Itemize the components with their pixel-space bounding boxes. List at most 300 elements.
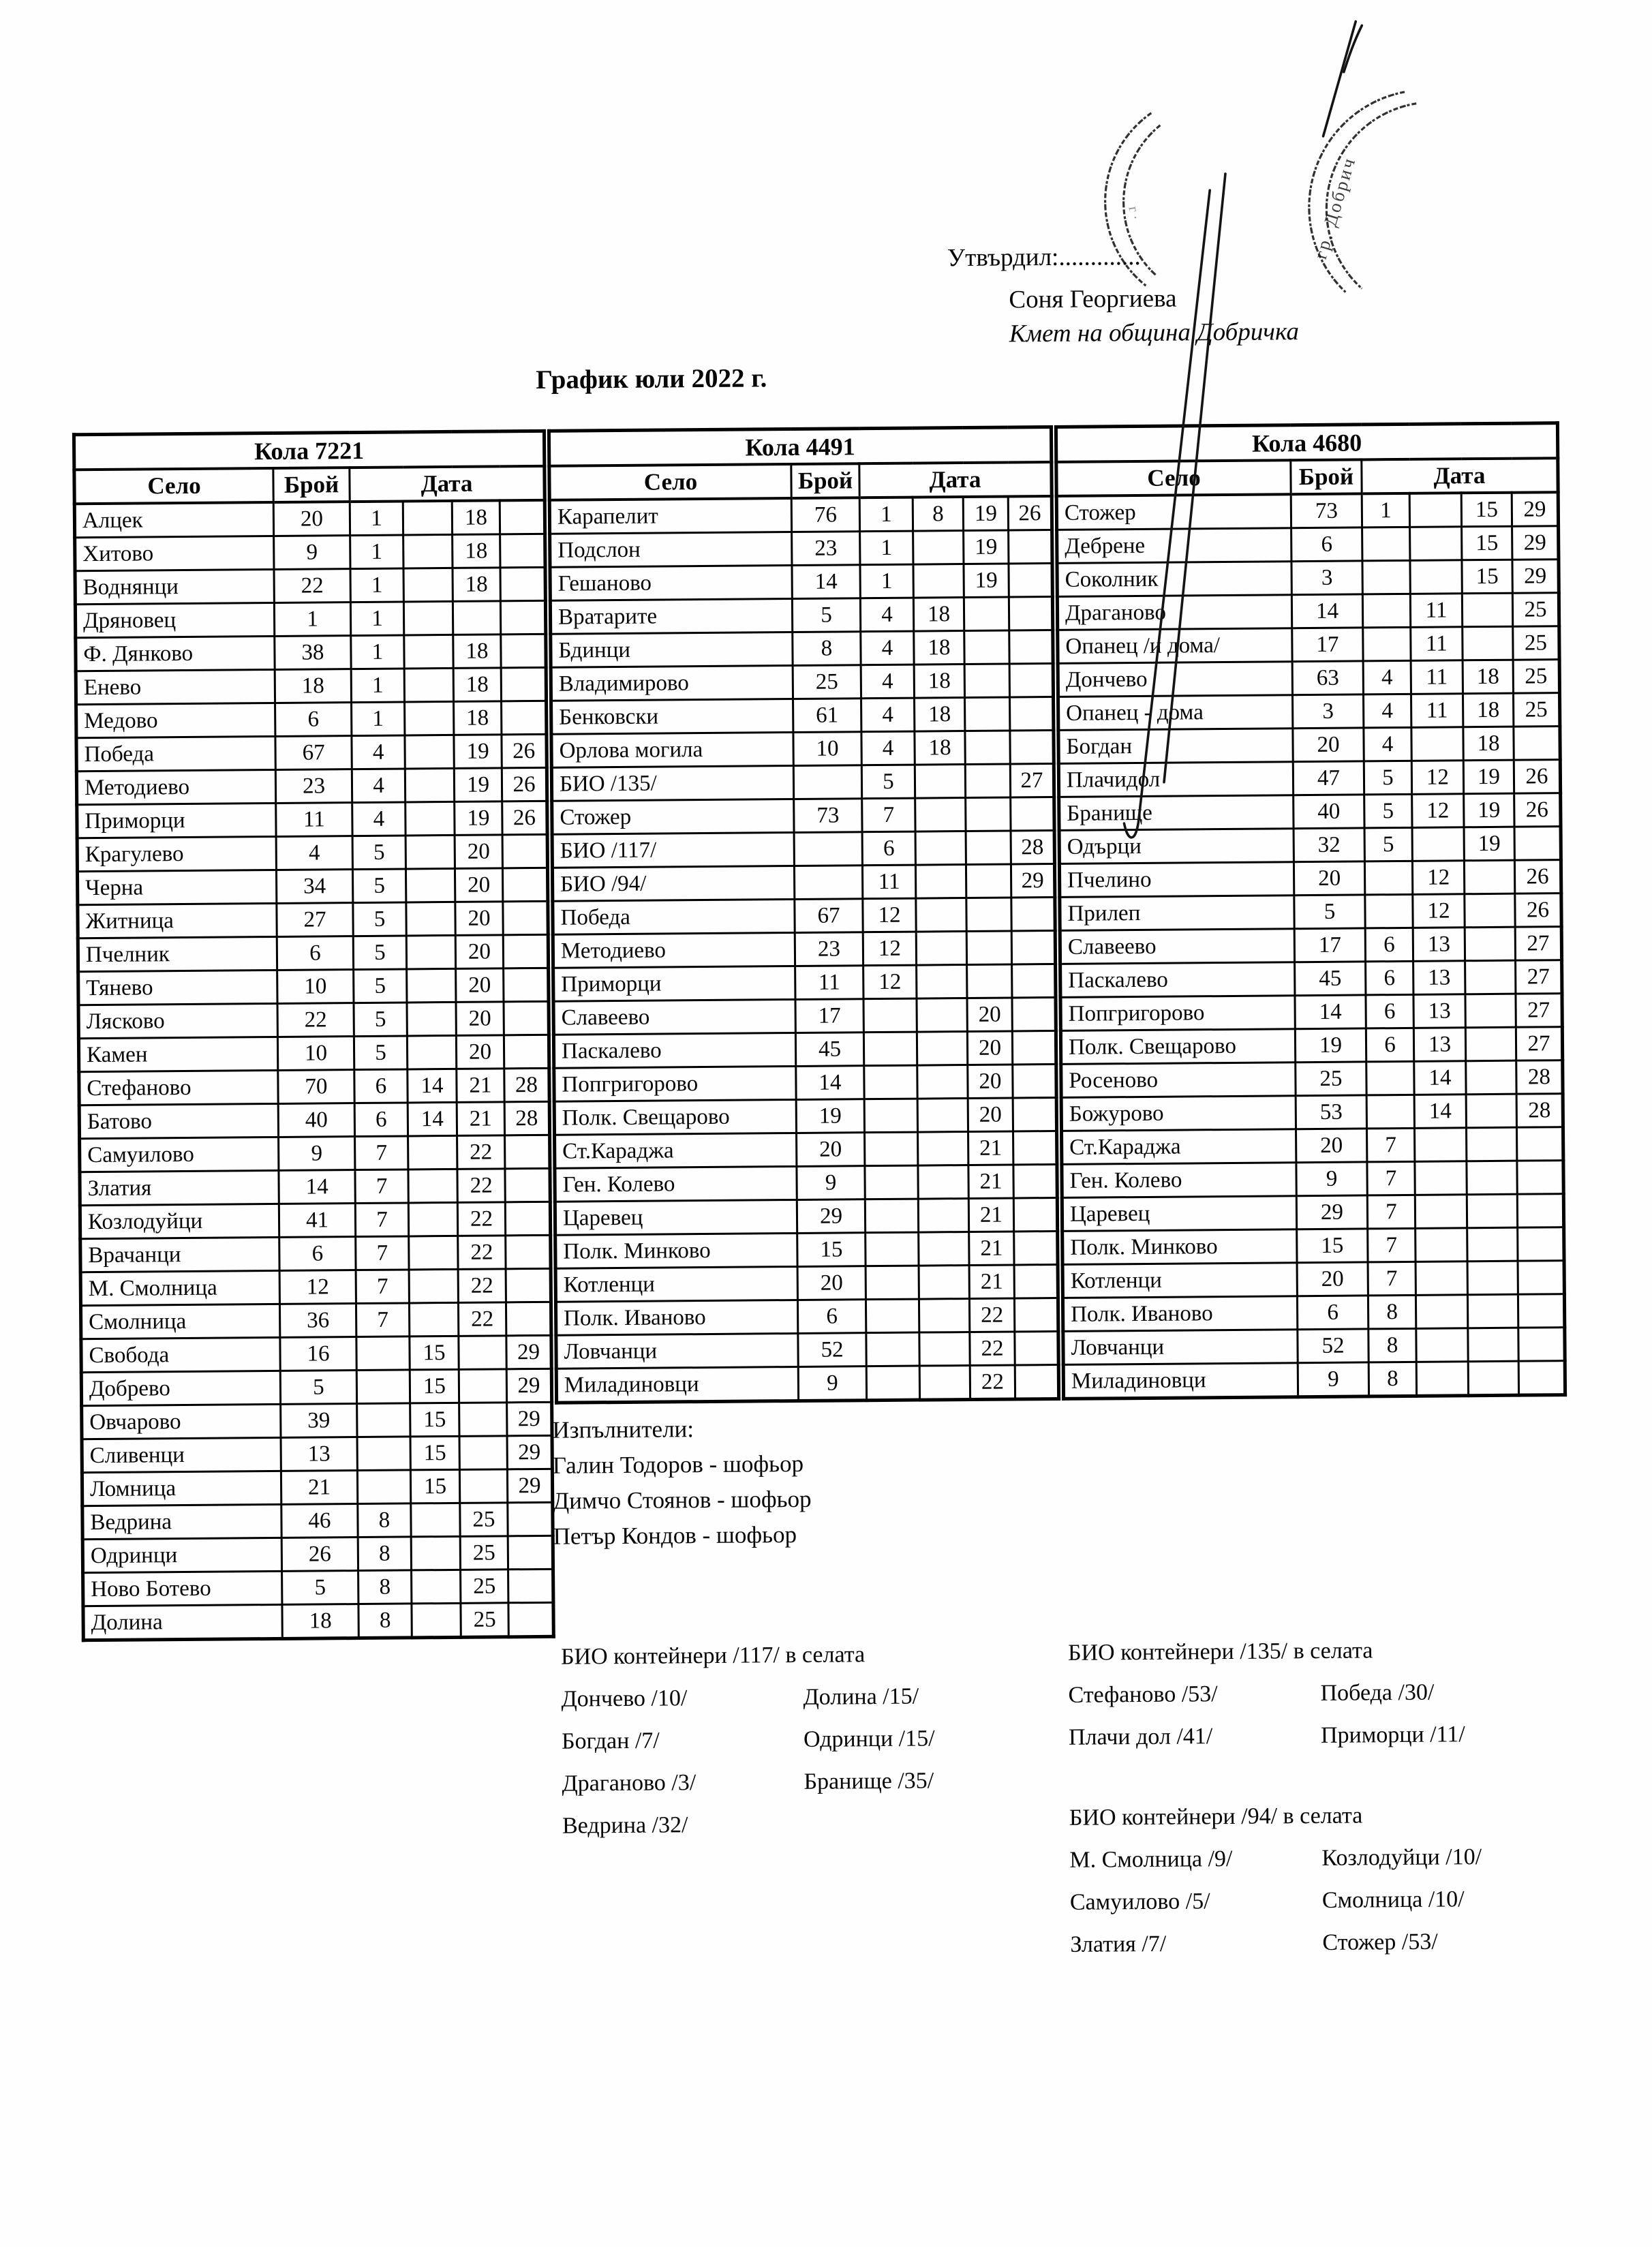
count-cell: 20	[1296, 1129, 1367, 1163]
village-cell: Славеево	[553, 999, 795, 1035]
date-cell	[915, 865, 966, 899]
date-cell	[917, 965, 967, 999]
date-cell	[500, 567, 545, 601]
table-row	[555, 1131, 1057, 1168]
village-cell: Царевец	[555, 1199, 797, 1235]
date-cell	[1463, 626, 1513, 660]
date-cell: 1	[350, 501, 403, 535]
date-cell	[916, 932, 966, 966]
date-cell	[1465, 960, 1516, 994]
date-cell	[1416, 1295, 1467, 1329]
date-cell	[1011, 897, 1055, 931]
date-cell	[1518, 1361, 1565, 1396]
executors-block	[552, 1416, 812, 1560]
date-cell	[405, 768, 454, 802]
table-row	[1057, 560, 1559, 597]
date-cell: 6	[1366, 994, 1413, 1028]
count-cell: 20	[1294, 861, 1364, 896]
village-cell: Прилеп	[1060, 896, 1294, 931]
date-cell	[866, 1232, 919, 1266]
table-row	[550, 530, 1052, 568]
date-cell	[1416, 1228, 1467, 1262]
table-row	[555, 1298, 1058, 1335]
count-cell: 6	[275, 703, 352, 737]
village-cell: Свобода	[81, 1337, 280, 1372]
date-cell	[1467, 1227, 1518, 1262]
bio-entry: М. Смолница /9/	[1069, 1846, 1233, 1873]
table-row	[80, 1135, 550, 1172]
village-cell: БИО /135/	[551, 765, 793, 801]
table-row	[76, 767, 547, 804]
count-cell: 19	[796, 1099, 864, 1133]
bio-entry: Смолница /10/	[1321, 1886, 1465, 1913]
date-cell	[502, 834, 547, 868]
village-cell: Соколник	[1057, 562, 1291, 597]
date-cell	[404, 635, 453, 669]
date-cell: 22	[969, 1298, 1014, 1332]
date-cell: 19	[454, 735, 502, 769]
date-cell	[406, 801, 455, 836]
date-cell: 19	[1464, 793, 1514, 827]
date-cell: 15	[1462, 560, 1512, 594]
date-cell	[919, 1332, 970, 1366]
table-row	[78, 901, 548, 938]
date-cell	[1416, 1328, 1468, 1362]
village-cell: Овчарово	[82, 1404, 281, 1439]
date-cell	[405, 701, 454, 735]
date-cell	[913, 531, 964, 565]
village-cell: Ведрина	[82, 1504, 281, 1539]
date-cell	[1009, 564, 1052, 598]
table-row	[1057, 526, 1559, 564]
date-cell	[503, 934, 548, 968]
village-cell: БИО /94/	[552, 866, 794, 901]
date-cell: 1	[352, 702, 405, 736]
table-row	[1058, 727, 1560, 764]
count-cell: 32	[1294, 828, 1364, 862]
date-cell: 11	[1411, 660, 1463, 694]
table-row	[554, 1097, 1056, 1135]
village-cell: Ст.Караджа	[1062, 1129, 1296, 1165]
table-row	[82, 1469, 552, 1505]
table-row	[551, 697, 1054, 735]
date-cell	[863, 1032, 917, 1066]
count-cell: 26	[281, 1538, 358, 1572]
date-cell: 13	[1413, 928, 1465, 962]
date-cell	[406, 935, 455, 969]
date-cell	[918, 1132, 968, 1166]
date-cell: 25	[1513, 693, 1559, 727]
count-cell: 29	[797, 1199, 865, 1234]
date-cell: 13	[1413, 1028, 1465, 1062]
table-title-row	[549, 427, 1051, 466]
date-cell	[1411, 727, 1463, 761]
date-cell: 5	[354, 969, 407, 1003]
date-cell: 18	[915, 698, 965, 732]
table-row	[78, 1035, 549, 1071]
date-cell	[1013, 1097, 1056, 1131]
count-cell: 38	[275, 636, 351, 670]
date-cell	[506, 1235, 551, 1269]
car-title: Кола 4491	[549, 427, 1051, 466]
bio-entry-grid	[1068, 1681, 1465, 1769]
date-cell	[501, 634, 546, 668]
date-cell	[917, 1099, 968, 1133]
date-cell: 8	[1368, 1295, 1416, 1329]
count-cell: 17	[1292, 628, 1363, 662]
table-title-row	[1056, 423, 1557, 462]
count-cell: 16	[280, 1337, 356, 1371]
table-row	[1063, 1328, 1565, 1365]
page-title: График юли 2022 г.	[536, 363, 767, 395]
date-cell: 6	[1366, 961, 1413, 995]
date-cell: 1	[351, 635, 404, 669]
village-cell: Опанец - дома	[1058, 695, 1293, 731]
date-cell	[918, 1198, 968, 1232]
village-cell: Ловчанци	[1063, 1330, 1298, 1365]
column-header-village: Село	[549, 464, 791, 500]
count-cell: 20	[797, 1266, 866, 1300]
date-cell	[1465, 927, 1515, 961]
count-cell: 23	[792, 532, 860, 566]
date-cell: 5	[353, 936, 406, 970]
date-cell	[459, 1403, 507, 1437]
count-cell: 15	[797, 1233, 866, 1267]
date-cell: 22	[457, 1135, 505, 1170]
date-cell	[1013, 1064, 1056, 1098]
date-cell	[863, 998, 917, 1033]
village-cell: Самуилово	[80, 1137, 279, 1172]
village-cell: Плачидол	[1058, 762, 1293, 797]
village-cell: Долина	[83, 1604, 282, 1640]
village-cell: Божурово	[1061, 1096, 1296, 1131]
bio-entry: Златия /7/	[1070, 1931, 1167, 1957]
column-header-count: Брой	[1291, 459, 1362, 494]
table-row	[1056, 492, 1558, 530]
executors-label: Изпълнители:	[552, 1416, 694, 1443]
date-cell: 20	[968, 1098, 1013, 1132]
date-cell	[506, 1268, 551, 1302]
table-row	[1062, 1227, 1564, 1265]
date-cell: 8	[1368, 1362, 1416, 1396]
date-cell: 5	[1364, 827, 1412, 861]
village-cell: Енево	[76, 669, 275, 704]
village-cell: Полк. Свещарово	[1060, 1029, 1295, 1065]
table-row	[555, 1164, 1057, 1202]
date-cell	[1467, 1261, 1518, 1295]
count-cell: 19	[1295, 1028, 1366, 1063]
date-cell: 18	[914, 664, 964, 699]
count-cell: 14	[796, 1066, 864, 1100]
date-cell: 7	[1368, 1262, 1416, 1296]
village-cell: Полк. Свещарово	[554, 1099, 796, 1135]
table-row	[553, 930, 1055, 968]
date-cell	[357, 1403, 410, 1437]
table-row	[1059, 793, 1561, 831]
date-cell: 29	[506, 1369, 551, 1403]
village-cell: Ген. Колево	[555, 1166, 797, 1202]
table-row	[79, 1068, 549, 1105]
table-row	[551, 730, 1054, 767]
date-cell	[919, 1365, 970, 1400]
date-cell: 21	[457, 1102, 504, 1136]
village-cell: Полк. Иваново	[555, 1300, 797, 1335]
date-cell: 19	[964, 564, 1009, 598]
date-cell: 29	[507, 1469, 552, 1503]
village-cell: Полк. Иваново	[1062, 1296, 1297, 1332]
table-row	[76, 734, 547, 771]
date-cell	[406, 868, 455, 902]
count-cell: 11	[276, 803, 352, 837]
count-cell: 12	[279, 1270, 356, 1304]
date-cell	[453, 601, 500, 635]
date-cell	[459, 1436, 507, 1470]
date-cell	[1518, 1261, 1564, 1295]
date-cell	[918, 1165, 968, 1199]
bio-entry: Приморци /11/	[1320, 1722, 1465, 1748]
date-cell: 28	[1516, 1060, 1563, 1095]
count-cell: 22	[274, 569, 350, 603]
count-cell: 1	[274, 602, 350, 637]
date-cell	[405, 735, 454, 769]
village-cell: Дебрене	[1057, 528, 1291, 564]
date-cell: 1	[859, 498, 913, 532]
village-cell: Ст.Караджа	[555, 1133, 797, 1168]
date-cell	[967, 964, 1012, 998]
village-cell: Одринци	[82, 1538, 281, 1572]
village-cell: Богдан	[1058, 729, 1293, 764]
date-cell	[1518, 1227, 1564, 1262]
date-cell	[1467, 1294, 1518, 1328]
date-cell	[866, 1266, 919, 1300]
bio-entry: Самуилово /5/	[1069, 1889, 1210, 1915]
date-cell	[1467, 1161, 1517, 1195]
date-cell: 4	[1363, 660, 1411, 694]
table-row	[1058, 660, 1559, 697]
date-cell	[409, 1302, 458, 1336]
date-cell: 4	[1364, 727, 1411, 761]
village-cell: Попгригорово	[1060, 996, 1295, 1031]
table-row	[549, 496, 1052, 534]
date-cell: 4	[860, 598, 913, 632]
date-cell: 7	[356, 1303, 409, 1337]
date-cell: 6	[1366, 1028, 1413, 1062]
village-cell: Добрево	[81, 1371, 280, 1405]
count-cell: 17	[1294, 928, 1365, 962]
date-cell	[1015, 1331, 1058, 1365]
date-cell	[408, 1135, 457, 1170]
date-cell	[356, 1336, 410, 1371]
village-cell: Пчелино	[1059, 862, 1294, 898]
village-cell: Житница	[78, 903, 277, 938]
date-cell: 27	[1515, 927, 1561, 961]
date-cell	[508, 1569, 553, 1603]
date-cell: 14	[1414, 1095, 1466, 1129]
table-row	[82, 1535, 553, 1572]
date-cell: 7	[356, 1236, 409, 1270]
village-cell: Карапелит	[549, 498, 791, 534]
date-cell: 20	[456, 1002, 504, 1036]
date-cell	[408, 1202, 457, 1236]
date-cell	[505, 1202, 550, 1236]
count-cell: 18	[282, 1604, 358, 1639]
date-cell	[357, 1470, 410, 1504]
date-cell: 12	[1412, 794, 1464, 828]
date-cell: 8	[358, 1570, 412, 1604]
date-cell	[965, 764, 1010, 798]
village-cell: Камен	[78, 1037, 277, 1071]
village-cell: Победа	[553, 899, 795, 934]
approved-label: Утвърдил:.............	[947, 242, 1141, 273]
table-row	[1062, 1161, 1563, 1198]
date-cell	[1466, 1094, 1516, 1128]
date-cell	[1014, 1298, 1058, 1332]
village-cell: Крагулево	[77, 836, 276, 871]
date-cell: 5	[354, 1003, 407, 1037]
table-row	[1060, 1027, 1562, 1065]
date-cell: 7	[355, 1170, 408, 1204]
village-cell: Ген. Колево	[1062, 1163, 1296, 1198]
driver-name: Петър Кондов - шофьор	[553, 1520, 797, 1550]
schedule-table-7221	[72, 429, 555, 1642]
date-cell: 22	[970, 1365, 1015, 1400]
village-cell: Вратарите	[550, 599, 792, 635]
village-cell: Хитово	[75, 536, 274, 570]
date-cell	[966, 864, 1011, 898]
table-row	[550, 597, 1052, 635]
date-cell: 27	[1516, 994, 1562, 1028]
date-cell	[1365, 894, 1413, 928]
village-cell: Ф. Дянково	[76, 636, 275, 671]
date-cell: 5	[1364, 761, 1411, 795]
table-row	[1060, 960, 1562, 998]
date-cell: 20	[967, 1031, 1012, 1065]
bio-entry: Долина /15/	[803, 1683, 919, 1710]
table-row	[555, 1231, 1058, 1268]
date-cell	[505, 1168, 550, 1202]
count-cell: 53	[1296, 1095, 1366, 1129]
date-cell: 4	[861, 731, 915, 765]
date-cell: 18	[1463, 660, 1513, 694]
date-cell	[508, 1502, 553, 1536]
village-cell: М. Смолница	[80, 1270, 279, 1305]
date-cell	[1468, 1328, 1518, 1362]
bio-section-135	[1068, 1638, 1465, 1769]
date-cell	[1465, 994, 1516, 1028]
count-cell: 6	[279, 1237, 356, 1271]
village-cell: Паскалево	[1060, 962, 1295, 998]
date-cell: 26	[502, 801, 547, 835]
date-cell	[407, 1002, 456, 1036]
date-cell	[865, 1165, 918, 1199]
village-cell: Стефаново	[79, 1070, 278, 1105]
date-cell	[866, 1299, 919, 1333]
date-cell: 18	[453, 568, 500, 602]
date-cell: 26	[502, 734, 547, 768]
table-row	[76, 701, 547, 737]
date-cell	[1366, 1061, 1414, 1095]
count-cell	[793, 765, 861, 799]
column-header-row	[549, 462, 1052, 500]
table-row	[75, 600, 545, 637]
date-cell: 6	[1365, 928, 1413, 962]
date-cell: 18	[453, 635, 501, 669]
date-cell	[508, 1535, 553, 1570]
date-cell	[919, 1298, 969, 1332]
table-title-row	[74, 431, 544, 470]
village-cell: Методиево	[76, 769, 275, 804]
date-cell: 4	[861, 631, 914, 665]
date-cell	[865, 1132, 918, 1166]
date-cell	[1013, 1164, 1057, 1198]
date-cell: 8	[913, 497, 963, 531]
table-row	[1061, 1060, 1563, 1098]
date-cell: 18	[453, 534, 500, 568]
village-cell: Тянево	[78, 970, 277, 1005]
date-cell: 26	[1515, 893, 1561, 928]
bio-entry: Бранище /35/	[804, 1768, 934, 1794]
date-cell	[917, 1065, 968, 1099]
date-cell: 15	[410, 1403, 459, 1437]
bio-entry: Козлодуйци /10/	[1321, 1844, 1482, 1871]
date-cell	[915, 765, 965, 799]
date-cell: 11	[1411, 627, 1463, 661]
date-cell: 15	[410, 1369, 459, 1403]
date-cell: 4	[861, 664, 914, 699]
count-cell: 15	[1297, 1229, 1368, 1263]
count-cell: 9	[1298, 1362, 1368, 1397]
table-row	[76, 667, 546, 704]
date-cell: 5	[353, 902, 406, 936]
village-cell: Златия	[80, 1170, 279, 1205]
column-header-row	[74, 466, 545, 504]
date-cell	[866, 1332, 919, 1366]
count-cell: 9	[274, 536, 350, 570]
date-cell	[404, 668, 453, 702]
count-cell: 47	[1293, 761, 1364, 795]
date-cell	[1010, 697, 1054, 731]
table-row	[77, 801, 547, 838]
date-cell: 29	[507, 1435, 552, 1469]
table-row	[77, 868, 547, 904]
count-cell: 6	[1291, 528, 1362, 562]
column-header-date: Дата	[1362, 458, 1558, 493]
date-cell	[1366, 1095, 1414, 1129]
date-cell	[1466, 1127, 1516, 1161]
bio-entry	[804, 1812, 936, 1855]
table-row	[79, 1101, 549, 1138]
table-row	[556, 1364, 1058, 1403]
date-cell: 12	[863, 932, 916, 966]
village-cell: Котленци	[1062, 1263, 1297, 1298]
table-row	[1058, 626, 1559, 664]
date-cell	[966, 797, 1011, 831]
date-cell: 12	[863, 965, 917, 999]
date-cell	[1014, 1264, 1058, 1298]
village-cell: Ловчанци	[556, 1333, 798, 1369]
table-row	[553, 1030, 1056, 1068]
date-cell	[1015, 1364, 1058, 1399]
date-cell	[411, 1536, 460, 1570]
table-row	[553, 964, 1056, 1001]
count-cell: 70	[278, 1070, 354, 1104]
date-cell	[919, 1265, 969, 1299]
date-cell: 20	[455, 902, 503, 936]
date-cell: 18	[1463, 727, 1514, 761]
count-cell: 20	[273, 502, 350, 536]
date-cell: 21	[457, 1069, 504, 1103]
count-cell: 73	[1291, 493, 1362, 528]
